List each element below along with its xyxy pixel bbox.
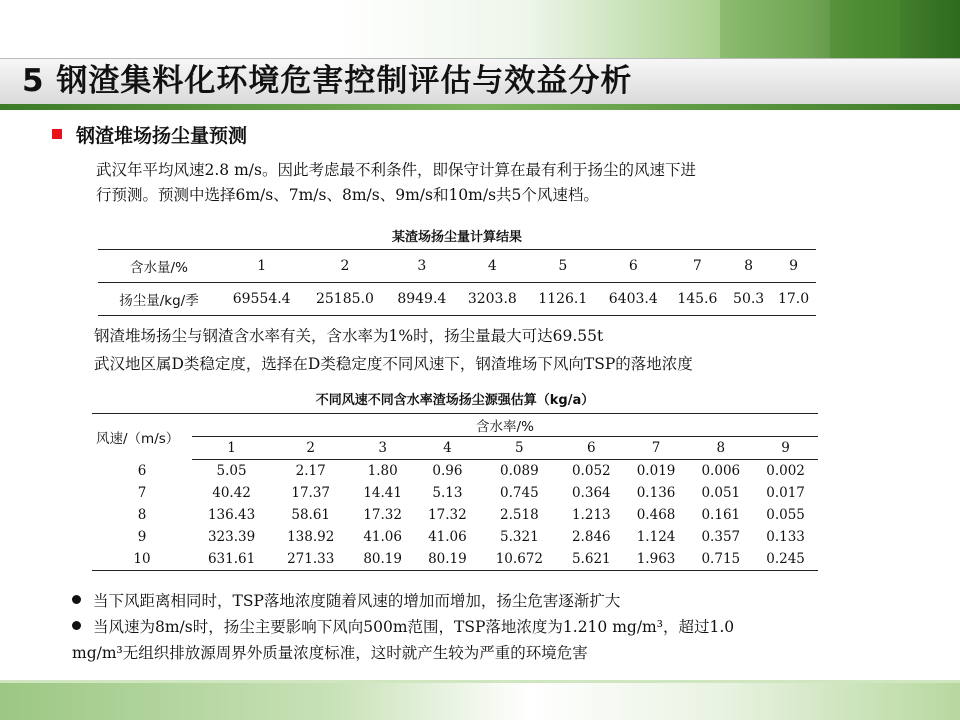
table-row: [98, 250, 816, 283]
table-cell: 0.136: [636, 485, 676, 501]
table-row: [92, 482, 818, 504]
table-cell: 2.518: [500, 507, 539, 523]
table-cell: 0.017: [766, 485, 805, 501]
section-heading: [52, 121, 247, 148]
table-cell: 8: [726, 250, 771, 283]
page-title: 5 钢渣集料化环境危害控制评估与效益分析: [22, 63, 633, 99]
table-cell: 0.245: [766, 551, 805, 567]
table-cell: 41.06: [363, 529, 402, 545]
table-cell: 69554.4: [232, 291, 291, 307]
table-header-row: [92, 437, 818, 460]
table-cell: 6: [598, 250, 668, 283]
bullet-dot-icon: [72, 621, 81, 630]
table-cell: 0.468: [636, 507, 676, 523]
table-cell: 0.96: [432, 463, 463, 479]
wind-speed-cell: 10: [133, 551, 151, 567]
table-cell: 631.61: [207, 551, 256, 567]
table-row: [92, 526, 818, 548]
table-cell: 138.92: [287, 529, 335, 545]
table-cell: 5.621: [571, 551, 611, 567]
table-cell: 80.19: [363, 551, 402, 567]
table-cell: 0.133: [766, 529, 805, 545]
table-cell: 0.051: [701, 485, 741, 501]
wind-speed-cell: 9: [137, 529, 147, 545]
table-cell: 17.0: [777, 291, 810, 307]
table-cell: 10.672: [495, 551, 543, 567]
table-cell: 0.002: [766, 463, 805, 479]
table-cell: 17.37: [291, 485, 331, 501]
table-header-row: [92, 414, 818, 437]
table-cell: 0.357: [701, 529, 741, 545]
table-cell: 1.80: [367, 463, 398, 479]
table-cell: 25185.0: [315, 291, 374, 307]
table-cell: 17.32: [363, 507, 402, 523]
row-header: 风速/（m/s）: [96, 430, 180, 447]
section-heading-text: 钢渣堆场扬尘量预测: [76, 125, 248, 147]
table-body: [92, 460, 818, 571]
table-cell: 0.089: [500, 463, 539, 479]
table-cell: 1: [220, 250, 303, 283]
row-label: 扬尘量/kg/季: [119, 293, 199, 309]
table-cell: 8949.4: [397, 291, 447, 307]
column-header: 3: [350, 437, 415, 460]
middle-line: 武汉地区属D类稳定度，选择在D类稳定度不同风速下，钢渣堆场下风向TSP的落地浓度: [94, 355, 693, 373]
table-cell: 0.161: [701, 507, 741, 523]
column-header: 5: [480, 437, 559, 460]
table-cell: 5: [528, 250, 598, 283]
list-item: [72, 588, 734, 614]
table-cell: 40.42: [212, 485, 251, 501]
table-cell: 41.06: [428, 529, 467, 545]
table-cell: 7: [669, 250, 727, 283]
column-header: 6: [559, 437, 624, 460]
table-cell: 0.019: [636, 463, 676, 479]
table-cell: 2.17: [295, 463, 326, 479]
middle-paragraph: [94, 322, 693, 378]
table-cell: 1.213: [571, 507, 611, 523]
table-cell: 2.846: [571, 529, 611, 545]
wind-speed-cell: 7: [137, 485, 147, 501]
table-cell: 145.6: [677, 291, 718, 307]
table-cell: 1.124: [636, 529, 676, 545]
row-label: 含水量/%: [98, 250, 220, 283]
table-cell: 1126.1: [538, 291, 588, 307]
wind-speed-cell: 6: [137, 462, 147, 479]
table-cell: 4: [457, 250, 527, 283]
middle-line: 钢渣堆场扬尘与钢渣含水率有关，含水率为1%时，扬尘量最大可达69.55t: [94, 327, 604, 345]
table-cell: 1.963: [636, 551, 676, 567]
column-header: 7: [624, 437, 689, 460]
column-header: 8: [688, 437, 753, 460]
table1-caption: 某渣场扬尘量计算结果: [391, 230, 522, 245]
square-bullet-icon: [52, 129, 62, 139]
column-header: 2: [271, 437, 350, 460]
wind-speed-cell: 8: [137, 507, 147, 523]
list-item-text: 当下风距离相同时，TSP落地浓度随着风速的增加而增加，扬尘危害逐渐扩大: [93, 592, 621, 610]
table-cell: 5.321: [500, 529, 539, 545]
table-cell: 14.41: [363, 485, 402, 501]
table-row: [92, 548, 818, 571]
table-cell: 50.3: [733, 291, 765, 307]
list-item: [72, 614, 734, 640]
source-strength-table: [92, 413, 818, 571]
dust-amount-table: [98, 249, 816, 316]
table-cell: 0.052: [571, 463, 611, 479]
column-group-header: 含水率/%: [192, 414, 818, 437]
conclusion-list: [72, 588, 734, 666]
table-cell: 17.32: [428, 507, 467, 523]
table-row: [92, 504, 818, 526]
table-cell: 5.05: [216, 463, 247, 479]
table-cell: 5.13: [432, 485, 463, 501]
table-cell: 58.61: [291, 507, 331, 523]
table-row: [92, 460, 818, 483]
table-cell: 0.006: [701, 463, 741, 479]
table-cell: 0.364: [571, 485, 611, 501]
footer-background: [0, 680, 960, 720]
column-header: 4: [415, 437, 480, 460]
table-cell: 3: [387, 250, 457, 283]
title-underline: [0, 104, 960, 110]
table-cell: 2: [303, 250, 386, 283]
column-header: 1: [192, 437, 271, 460]
table-cell: 9: [771, 250, 816, 283]
table2-caption: 不同风速不同含水率渣场扬尘源强估算（kg/a）: [315, 393, 595, 408]
table-row: [98, 283, 816, 316]
table-cell: 136.43: [207, 507, 256, 523]
bullet-dot-icon: [72, 595, 81, 604]
column-header: 9: [753, 437, 818, 460]
intro-line: 武汉年平均风速2.8 m/s。因此考虑最不利条件，即保守计算在最有利于扬尘的风速下进: [96, 161, 696, 179]
table-cell: 0.715: [701, 551, 741, 567]
table-cell: 3203.8: [467, 291, 517, 307]
table-cell: 6403.4: [608, 291, 658, 307]
list-item-text: 当风速为8m/s时，扬尘主要影响下风向500m范围，TSP落地浓度为1.210 mg/m³，超过1.0: [93, 618, 735, 636]
list-item-continuation: mg/m³无组织排放源周界外质量浓度标准，这时就产生较为严重的环境危害: [72, 644, 588, 662]
intro-paragraph: [96, 158, 696, 208]
table-cell: 0.055: [766, 507, 805, 523]
table-cell: 323.39: [207, 529, 256, 545]
intro-line: 行预测。预测中选择6m/s、7m/s、8m/s、9m/s和10m/s共5个风速档。: [96, 186, 599, 204]
table-cell: 271.33: [287, 551, 335, 567]
table-cell: 0.745: [500, 485, 539, 501]
table-cell: 80.19: [428, 551, 467, 567]
